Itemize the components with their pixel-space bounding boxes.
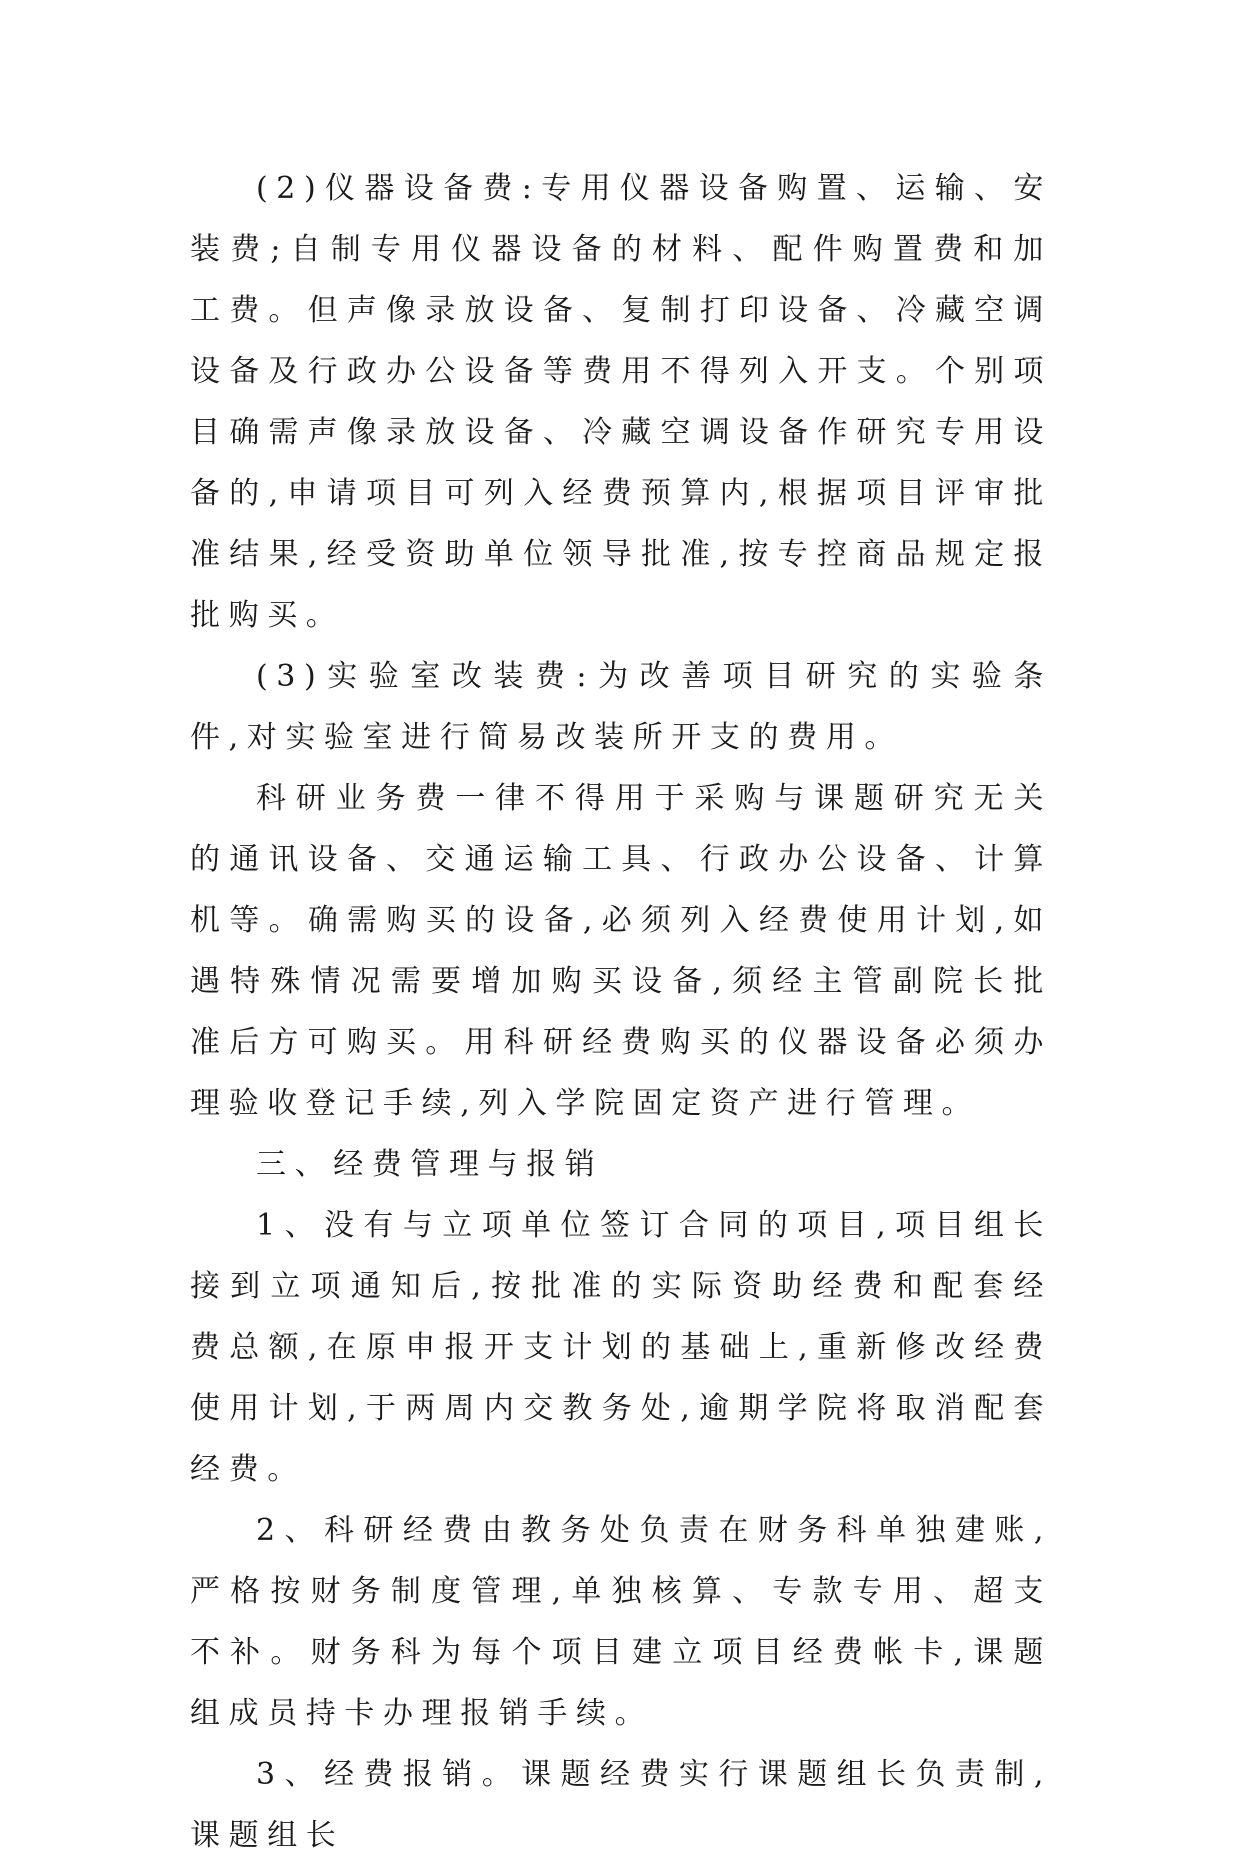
paragraph-research-business-fee: 科研业务费一律不得用于采购与课题研究无关的通讯设备、交通运输工具、行政办公设备、计算机等。确需购买的设备,必须列入经费使用计划,如遇特殊情况需要增加购买设备,须经主管副院长批准后方可购买。用科研经费购买的仪器设备必须办理验收登记手续,列入学院固定资产进行管理。 bbox=[190, 781, 1052, 1121]
section-heading-fund-management: 三、经费管理与报销 bbox=[256, 1147, 604, 1182]
paragraph-equipment-fee: (2)仪器设备费:专用仪器设备购置、运输、安装费;自制专用仪器设备的材料、配件购置费和加工费。但声像录放设备、复制打印设备、冷藏空调设备及行政办公设备等费用不得列入开支。个别项目确需声像录放设备、冷藏空调设备作研究专用设备的,申请项目可列入经费预算内,根据项目评审批准结果,经受资助单位领导批准,按专控商品规定报批购买。 bbox=[190, 171, 1052, 633]
paragraph-item-2: 2、科研经费由教务处负责在财务科单独建账,严格按财务制度管理,单独核算、专款专用、超支不补。财务科为每个项目建立项目经费帐卡,课题组成员持卡办理报销手续。 bbox=[190, 1513, 1052, 1731]
document-page bbox=[190, 158, 1052, 1866]
paragraph-item-3: 3、经费报销。课题经费实行课题组长负责制,课题组长 bbox=[190, 1757, 1052, 1853]
paragraph-lab-renovation-fee: (3)实验室改装费:为改善项目研究的实验条件,对实验室进行简易改装所开支的费用。 bbox=[190, 659, 1052, 755]
paragraph-item-1: 1、没有与立项单位签订合同的项目,项目组长接到立项通知后,按批准的实际资助经费和配套经费总额,在原申报开支计划的基础上,重新修改经费使用计划,于两周内交教务处,逾期学院将取消配套经费。 bbox=[190, 1208, 1052, 1487]
